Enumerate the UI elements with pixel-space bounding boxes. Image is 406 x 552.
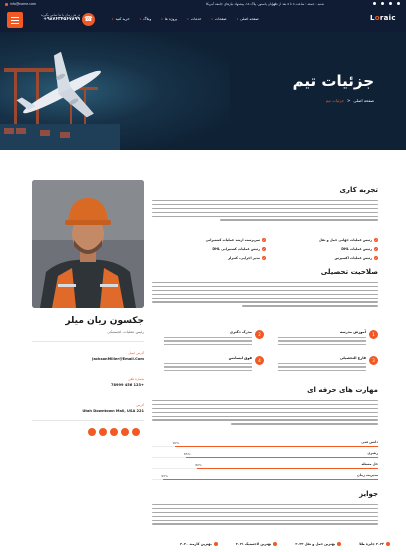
chevron-down-icon: ▾: [187, 17, 189, 21]
address-value: Utah Downtown Mall, USA 221: [82, 409, 144, 413]
check-icon: ✓: [374, 238, 378, 242]
skill-track: [152, 457, 378, 458]
skill-track: [152, 479, 378, 480]
check-icon: [214, 542, 218, 546]
topbar-address: خیابان پاستور، پلاک ۱۵، پیشنهاد نیازهای جامعه آمریکا: [206, 2, 276, 6]
facebook-icon[interactable]: [373, 2, 376, 5]
awards-text: [152, 504, 378, 527]
skill-fill: [197, 468, 378, 469]
check-icon: ✓: [262, 238, 266, 242]
top-bar: [0, 0, 406, 8]
skill-fill: [163, 479, 378, 480]
person-role: رئیس عملیات، لجستیکی: [107, 330, 144, 334]
topbar-socials: [373, 2, 400, 5]
hamburger-line: [11, 23, 19, 24]
chevron-down-icon: ▾: [139, 17, 141, 21]
linkedin-icon[interactable]: [110, 428, 118, 436]
award-item: بهترین حمل و نقل ۲۰۲۲: [295, 542, 341, 546]
check-icon: ✓: [262, 256, 266, 260]
page-hero: [0, 32, 406, 150]
skill-label: حل مسئله: [361, 462, 378, 466]
skill-track: [152, 446, 378, 447]
check-item: ✓ رئیس عملیات کشتیرانی DHL: [212, 247, 266, 251]
facebook-icon[interactable]: [132, 428, 140, 436]
skill-percent: 90%: [172, 441, 180, 445]
breadcrumb-separator: <: [347, 98, 351, 103]
check-item: ✓ سرپرست ارشد عملیات کشتیرانی: [205, 238, 266, 242]
phone-value[interactable]: 78999 456 123+: [110, 383, 144, 387]
skill-percent: 85%: [183, 452, 191, 456]
skill-label: دانش فنی: [361, 440, 378, 444]
email-value[interactable]: JacksonMiller@Email.Com: [92, 357, 144, 361]
check-item: ✓ رئیس عملیات اکسپرس: [334, 256, 378, 260]
phone-number: +۹۸۷۶۳۴۵۶۷۸۹۹: [43, 17, 80, 22]
twitter-icon[interactable]: [121, 428, 129, 436]
main-header: [0, 8, 406, 32]
main-nav: [112, 17, 259, 21]
breadcrumb-home[interactable]: صفحه اصلی: [353, 98, 374, 103]
skill-label: رهبری: [367, 451, 378, 455]
skill-bar: [152, 462, 378, 472]
breadcrumb-current: جزئیات تیم: [325, 98, 345, 103]
address-label: آدرس: [136, 403, 144, 407]
award-item: بهترین کارمند ۲۰۲۰: [180, 542, 218, 546]
check-icon: [386, 542, 390, 546]
site-logo[interactable]: Loraic: [370, 14, 396, 22]
experience-text: [152, 200, 378, 223]
divider: [32, 341, 144, 342]
chevron-down-icon: ▾: [161, 17, 163, 21]
award-item: ۲۰۲۳ جایزه طلا: [359, 542, 390, 546]
awards-list: [180, 542, 390, 546]
nav-services[interactable]: خدمات ▾: [187, 17, 202, 21]
skill-percent: 80%: [195, 463, 202, 467]
hamburger-line: [11, 20, 19, 21]
check-icon: [273, 542, 277, 546]
nav-pages[interactable]: صفحات ▾: [211, 17, 227, 21]
check-icon: ✓: [262, 247, 266, 251]
chevron-down-icon: ▾: [112, 17, 114, 21]
award-item: بهترین لاجستیک ۲۰۲۱: [236, 542, 278, 546]
topbar-email[interactable]: info@name.com: [5, 2, 36, 6]
nav-shop[interactable]: خرید کنید ▾: [112, 17, 130, 21]
check-item: ✓ رئیس عملیات جهانی حمل و نقل: [318, 238, 378, 242]
awards-title: جوایز: [359, 490, 378, 498]
skill-bar: [152, 473, 378, 483]
phone-label: در هر زمان با ما تماس بگیرید: [40, 13, 80, 17]
menu-button[interactable]: [7, 12, 23, 28]
skill-track: [152, 468, 378, 469]
person-name: جکسون ریان میلر: [65, 316, 144, 326]
check-icon: ✓: [374, 256, 378, 260]
check-item: ✓ رئیس عملیات DHL: [341, 247, 378, 251]
hamburger-icon: [11, 17, 19, 18]
header-phone[interactable]: [40, 13, 80, 22]
mail-icon: [5, 3, 8, 6]
skill-bar: [152, 451, 378, 461]
instagram-icon[interactable]: [99, 428, 107, 436]
education-title: صلاحیت تحصیلی: [320, 268, 378, 276]
hero-image: [0, 32, 230, 150]
skill-fill: [175, 446, 378, 447]
linkedin-icon[interactable]: [397, 2, 400, 5]
check-item: ✓ مدیر اجرایی، کنترلر: [228, 256, 266, 260]
phone-label: شماره تلفن: [128, 377, 144, 381]
chevron-down-icon: ▾: [236, 17, 238, 21]
skill-percent: 95%: [161, 474, 168, 478]
instagram-icon[interactable]: [389, 2, 392, 5]
experience-title: تجربه کاری: [339, 186, 378, 194]
topbar-hours: شنبه - جمعه : ساعت ۸ تا ۵ بعد از ظهر: [272, 2, 324, 6]
page-title: جزئیات تیم: [292, 72, 374, 90]
email-label: آدرس ایمیل: [128, 351, 144, 355]
profile-socials: [88, 428, 140, 436]
breadcrumb: [326, 98, 374, 103]
chevron-down-icon: ▾: [211, 17, 213, 21]
profile-photo: [32, 180, 144, 308]
skill-bar: [152, 440, 378, 450]
skills-title: مهارت های حرفه ای: [307, 386, 378, 394]
check-icon: [337, 542, 341, 546]
phone-icon[interactable]: ☎: [82, 13, 95, 26]
nav-projects[interactable]: پروژه ها ▾: [161, 17, 178, 21]
education-text: [152, 282, 378, 309]
divider: [32, 420, 144, 421]
twitter-icon[interactable]: [381, 2, 384, 5]
youtube-icon[interactable]: [88, 428, 96, 436]
nav-blog[interactable]: وبلاگ ▾: [139, 17, 152, 21]
check-icon: ✓: [374, 247, 378, 251]
skill-label: مدیریت زمان: [356, 473, 378, 477]
skill-fill: [186, 457, 378, 458]
nav-home[interactable]: صفحه اصلی ▾: [236, 17, 259, 21]
skills-text: [152, 400, 378, 427]
